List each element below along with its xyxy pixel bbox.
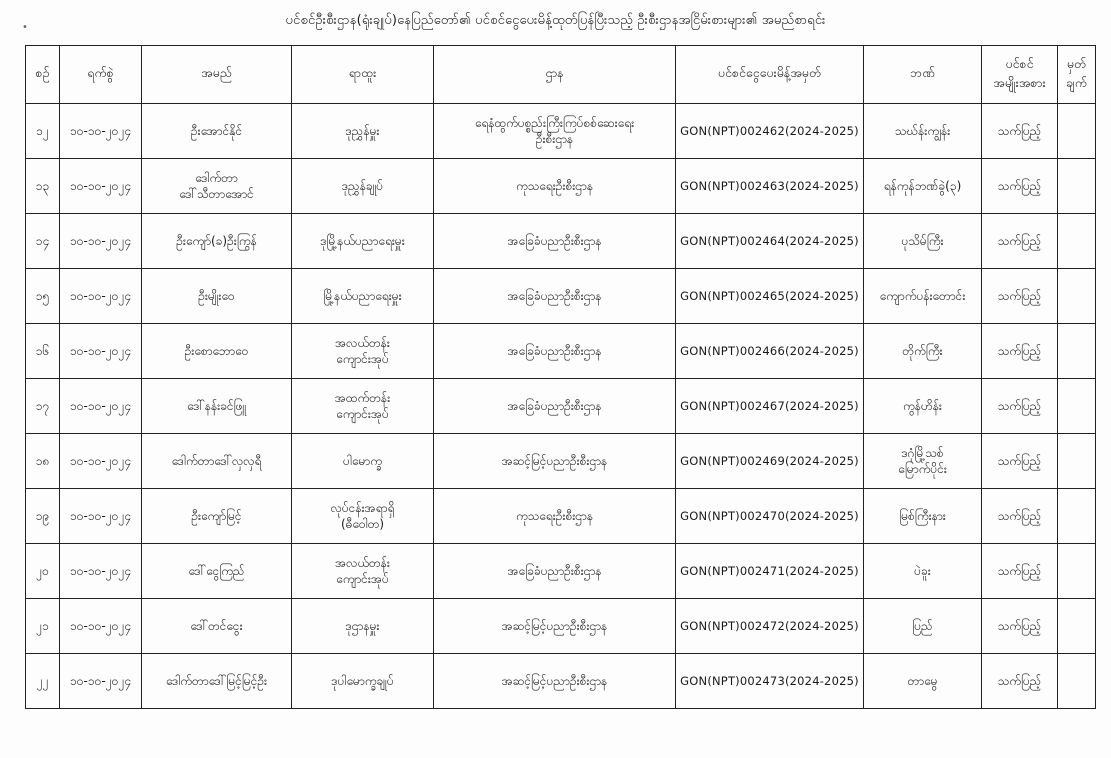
header-name: အမည် xyxy=(142,46,292,104)
cell-date: ၁၀-၁၀-၂၀၂၄ xyxy=(60,654,142,709)
cell-pension-type: သက်ပြည့် xyxy=(982,489,1058,544)
cell-rank: အထက်တန်း ကျောင်းအုပ် xyxy=(292,379,434,434)
cell-no: ၂၀ xyxy=(26,544,60,599)
cell-date: ၁၀-၁၀-၂၀၂၄ xyxy=(60,269,142,324)
cell-department: ရေနံထွက်ပစ္စည်းကြီးကြပ်စစ်ဆေးရေး ဦးစီးဌာန xyxy=(434,104,676,159)
cell-pension-type: သက်ပြည့် xyxy=(982,599,1058,654)
cell-name: ဦးအောင်နိုင် xyxy=(142,104,292,159)
cell-rank: ဒုဌာနမှူး xyxy=(292,599,434,654)
cell-department: အခြေခံပညာဦးစီးဌာန xyxy=(434,544,676,599)
table-row xyxy=(26,434,1096,489)
table-row xyxy=(26,379,1096,434)
table-body xyxy=(26,104,1096,709)
header-no: စဉ် xyxy=(26,46,60,104)
cell-rank: ဒုညွှန်မှူး xyxy=(292,104,434,159)
cell-license-number: GON(NPT)002462(2024-2025) xyxy=(676,104,864,159)
header-date: ရက်စွဲ xyxy=(60,46,142,104)
table-row xyxy=(26,159,1096,214)
cell-bank-office: တိုက်ကြီး xyxy=(864,324,982,379)
cell-date: ၁၀-၁၀-၂၀၂၄ xyxy=(60,544,142,599)
cell-name: ဦးကျော်(ခ)ဦးကြွန် xyxy=(142,214,292,269)
cell-department: အခြေခံပညာဦးစီးဌာန xyxy=(434,269,676,324)
cell-remark xyxy=(1058,434,1096,489)
cell-pension-type: သက်ပြည့် xyxy=(982,104,1058,159)
cell-pension-type: သက်ပြည့် xyxy=(982,159,1058,214)
pension-roster-table xyxy=(25,45,1096,709)
cell-rank: လုပ်ငန်းအရာရှိ (ဓီဝေါတ) xyxy=(292,489,434,544)
cell-department: အဆင့်မြင့်ပညာဦးစီးဌာန xyxy=(434,434,676,489)
cell-license-number: GON(NPT)002472(2024-2025) xyxy=(676,599,864,654)
cell-department: အခြေခံပညာဦးစီးဌာန xyxy=(434,214,676,269)
cell-name: ဒေါ်နန်းခင်ဖြူ xyxy=(142,379,292,434)
cell-bank-office: သဃ်န်းကျွန်း xyxy=(864,104,982,159)
cell-remark xyxy=(1058,599,1096,654)
cell-bank-office: ပြည် xyxy=(864,599,982,654)
cell-name: ဒေါက်တာ ဒေါ်သီတာအောင် xyxy=(142,159,292,214)
table-row xyxy=(26,654,1096,709)
cell-remark xyxy=(1058,489,1096,544)
cell-pension-type: သက်ပြည့် xyxy=(982,269,1058,324)
cell-remark xyxy=(1058,214,1096,269)
cell-date: ၁၀-၁၀-၂၀၂၄ xyxy=(60,104,142,159)
cell-pension-type: သက်ပြည့် xyxy=(982,379,1058,434)
cell-name: ဦးစောဘောဝေ xyxy=(142,324,292,379)
cell-bank-office: ကျောက်ပန်းတောင်း xyxy=(864,269,982,324)
cell-bank-office: တာမွေ xyxy=(864,654,982,709)
cell-remark xyxy=(1058,324,1096,379)
cell-name: ဒေါ်တင်ငွေး xyxy=(142,599,292,654)
cell-department: အခြေခံပညာဦးစီးဌာန xyxy=(434,324,676,379)
cell-remark xyxy=(1058,544,1096,599)
cell-bank-office: ရန်ကုန်ဘဏ်ခွဲ(၃) xyxy=(864,159,982,214)
cell-no: ၁၄ xyxy=(26,214,60,269)
cell-bank-office: ဒဂုံမြို့သစ် မြောက်ပိုင်း xyxy=(864,434,982,489)
cell-date: ၁၀-၁၀-၂၀၂၄ xyxy=(60,599,142,654)
table-row xyxy=(26,269,1096,324)
cell-name: ဦးကျော်မြင့် xyxy=(142,489,292,544)
cell-remark xyxy=(1058,159,1096,214)
cell-rank: မြို့နယ်ပညာရေးမှူး xyxy=(292,269,434,324)
header-pension-type: ပင်စင် အမျိုးအစား xyxy=(982,46,1058,104)
cell-remark xyxy=(1058,269,1096,324)
header-license-number: ပင်စင်ငွေပေးမိန့်အမှတ် xyxy=(676,46,864,104)
cell-pension-type: သက်ပြည့် xyxy=(982,214,1058,269)
cell-date: ၁၀-၁၀-၂၀၂၄ xyxy=(60,489,142,544)
cell-date: ၁၀-၁၀-၂၀၂၄ xyxy=(60,324,142,379)
header-remark: မှတ် ချက် xyxy=(1058,46,1096,104)
cell-date: ၁၀-၁၀-၂၀၂၄ xyxy=(60,214,142,269)
cell-date: ၁၀-၁၀-၂၀၂၄ xyxy=(60,159,142,214)
cell-name: ဒေါက်တာဒေါ်လှလှရီ xyxy=(142,434,292,489)
cell-license-number: GON(NPT)002464(2024-2025) xyxy=(676,214,864,269)
cell-no: ၁၇ xyxy=(26,379,60,434)
cell-date: ၁၀-၁၀-၂၀၂၄ xyxy=(60,379,142,434)
cell-no: ၁၂ xyxy=(26,104,60,159)
cell-name: ဒေါက်တာဒေါ်မြင့်မြင့်ဦး xyxy=(142,654,292,709)
cell-rank: ပါမောက္ခ xyxy=(292,434,434,489)
cell-license-number: GON(NPT)002463(2024-2025) xyxy=(676,159,864,214)
cell-no: ၂၁ xyxy=(26,599,60,654)
cell-pension-type: သက်ပြည့် xyxy=(982,324,1058,379)
cell-rank: အလယ်တန်း ကျောင်းအုပ် xyxy=(292,324,434,379)
corner-mark: • xyxy=(22,22,28,33)
cell-license-number: GON(NPT)002469(2024-2025) xyxy=(676,434,864,489)
cell-pension-type: သက်ပြည့် xyxy=(982,544,1058,599)
table-row xyxy=(26,214,1096,269)
table-row xyxy=(26,489,1096,544)
table-row xyxy=(26,544,1096,599)
cell-license-number: GON(NPT)002466(2024-2025) xyxy=(676,324,864,379)
cell-no: ၁၃ xyxy=(26,159,60,214)
document-title: ပင်စင်ဦးစီးဌာန(ရုံးချုပ်)နေပြည်တော်၏ ပင်စင်ငွေပေးမိန့်ထုတ်ပြန်ပြီးသည့် ဦးစီးဌာနအငြိမ်းစားများ၏ အမည်စာရင်း xyxy=(285,13,826,28)
header-rank: ရာထူး xyxy=(292,46,434,104)
table-row xyxy=(26,599,1096,654)
cell-department: ကုသရေးဦးစီးဌာန xyxy=(434,159,676,214)
cell-department: ကုသရေးဦးစီးဌာန xyxy=(434,489,676,544)
cell-remark xyxy=(1058,654,1096,709)
header-department: ဌာန xyxy=(434,46,676,104)
cell-no: ၁၆ xyxy=(26,324,60,379)
cell-bank-office: ပုသိမ်ကြီး xyxy=(864,214,982,269)
header-bank-office: ဘဏ် xyxy=(864,46,982,104)
cell-remark xyxy=(1058,379,1096,434)
cell-rank: ဒုညွှန်ချုပ် xyxy=(292,159,434,214)
cell-no: ၁၈ xyxy=(26,434,60,489)
cell-license-number: GON(NPT)002465(2024-2025) xyxy=(676,269,864,324)
cell-no: ၂၂ xyxy=(26,654,60,709)
cell-license-number: GON(NPT)002467(2024-2025) xyxy=(676,379,864,434)
table-row xyxy=(26,104,1096,159)
cell-bank-office: ပဲခူး xyxy=(864,544,982,599)
cell-rank: အလယ်တန်း ကျောင်းအုပ် xyxy=(292,544,434,599)
cell-bank-office: မြစ်ကြီးနား xyxy=(864,489,982,544)
cell-name: ဒေါ်ငွေကြည် xyxy=(142,544,292,599)
cell-license-number: GON(NPT)002470(2024-2025) xyxy=(676,489,864,544)
table-header-row xyxy=(26,46,1096,104)
cell-rank: ဒုပါမောက္ခချုပ် xyxy=(292,654,434,709)
cell-rank: ဒုမြို့နယ်ပညာရေးမှူး xyxy=(292,214,434,269)
cell-department: အဆင့်မြင့်ပညာဦးစီးဌာန xyxy=(434,599,676,654)
cell-department: အဆင့်မြင့်ပညာဦးစီးဌာန xyxy=(434,654,676,709)
cell-pension-type: သက်ပြည့် xyxy=(982,654,1058,709)
cell-bank-office: ကွန်ဟိန်း xyxy=(864,379,982,434)
cell-name: ဦးမျိုးဝေ xyxy=(142,269,292,324)
cell-license-number: GON(NPT)002471(2024-2025) xyxy=(676,544,864,599)
cell-no: ၁၉ xyxy=(26,489,60,544)
cell-pension-type: သက်ပြည့် xyxy=(982,434,1058,489)
cell-no: ၁၅ xyxy=(26,269,60,324)
cell-license-number: GON(NPT)002473(2024-2025) xyxy=(676,654,864,709)
cell-date: ၁၀-၁၀-၂၀၂၄ xyxy=(60,434,142,489)
cell-department: အခြေခံပညာဦးစီးဌာန xyxy=(434,379,676,434)
cell-remark xyxy=(1058,104,1096,159)
table-row xyxy=(26,324,1096,379)
